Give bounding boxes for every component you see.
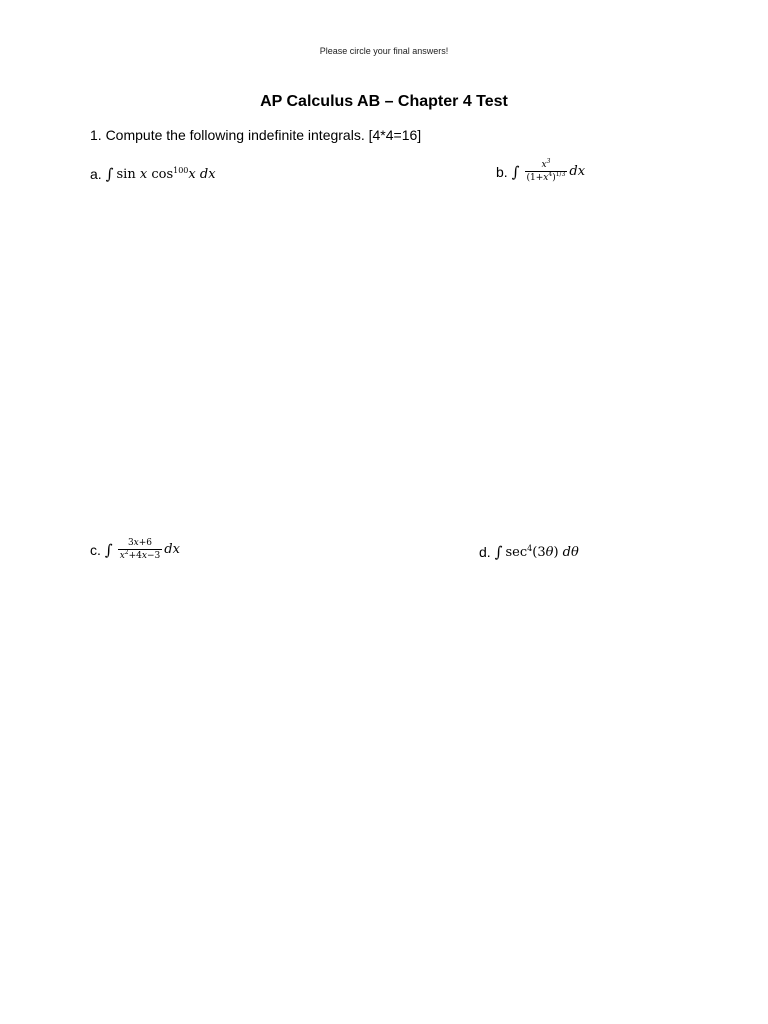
question-1-prompt: 1. Compute the following indefinite integrals. [4*4=16] — [90, 127, 422, 143]
page-title: AP Calculus AB – Chapter 4 Test — [260, 93, 508, 110]
differential: dx — [164, 542, 180, 557]
differential: dx — [569, 164, 586, 179]
integral-sign: ∫ — [105, 165, 114, 183]
problem-a — [90, 165, 216, 183]
problem-b-label: b. — [496, 163, 508, 180]
fraction-numerator: $x^3$ — [541, 158, 551, 170]
problem-c — [90, 538, 180, 561]
integral-sign: ∫ — [104, 540, 113, 559]
problem-d — [479, 543, 579, 561]
problem-d-label: d. — [479, 544, 491, 560]
problem-c-fraction — [118, 538, 163, 561]
problem-a-integrand: sin x $\cos^{100}x$ dx — [116, 165, 216, 182]
fraction-denominator: $x^2+4x-3$ — [119, 549, 161, 561]
integral-sign: ∫ — [494, 543, 503, 561]
integral-sign: ∫ — [511, 162, 520, 181]
header-note: Please circle your final answers! — [319, 46, 449, 56]
fraction-denominator: $(1+x^4)^{1/3}$ — [526, 171, 566, 183]
problem-b — [496, 160, 585, 183]
fraction-numerator: 3x+6 — [127, 538, 153, 548]
problem-b-fraction — [525, 160, 568, 183]
problem-a-label: a. — [90, 166, 102, 182]
problem-d-integrand: $\sec^4(3\theta)$ dθ — [505, 543, 579, 560]
problem-c-label: c. — [90, 541, 101, 558]
